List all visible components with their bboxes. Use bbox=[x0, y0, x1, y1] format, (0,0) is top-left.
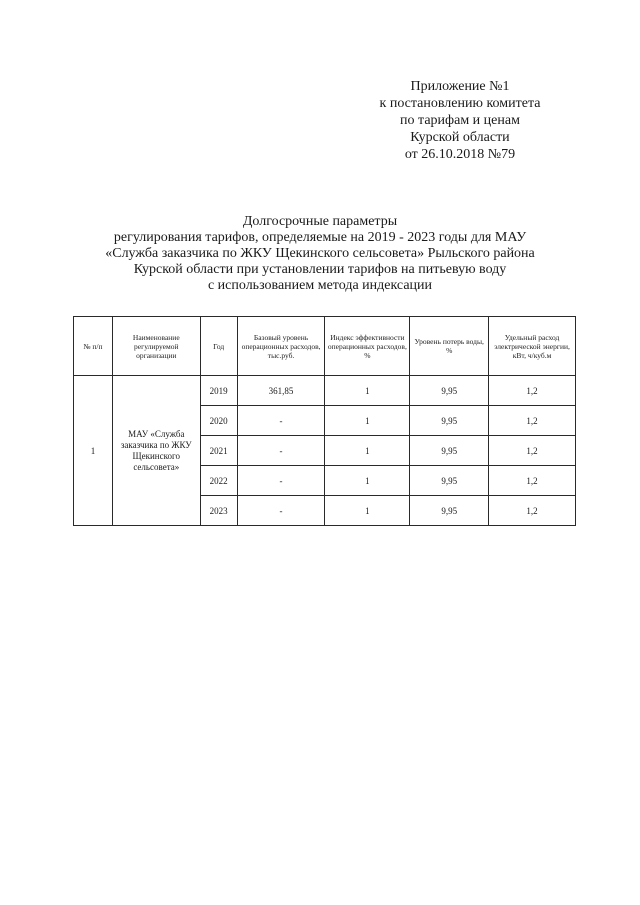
appendix-line: к постановлению комитета bbox=[379, 96, 541, 111]
heading-line: регулирования тарифов, определяемые на 2019 - 2023 годы для МАУ bbox=[113, 230, 527, 245]
heading-line: с использованием метода индексации bbox=[207, 278, 433, 293]
cell-energy-consumption: 1,2 bbox=[489, 436, 576, 466]
row-number: 1 bbox=[74, 376, 113, 526]
cell-water-loss: 9,95 bbox=[410, 406, 489, 436]
header-energy-consumption: Удельный расход электрической энергии, кВт, ч/куб.м bbox=[489, 317, 576, 376]
cell-energy-consumption: 1,2 bbox=[489, 496, 576, 526]
cell-year: 2023 bbox=[200, 496, 237, 526]
cell-base-costs: - bbox=[237, 406, 325, 436]
cell-energy-consumption: 1,2 bbox=[489, 406, 576, 436]
header-efficiency-index: Индекс эффективности операционных расходов, % bbox=[325, 317, 410, 376]
header-water-loss: Уровень потерь воды, % bbox=[410, 317, 489, 376]
cell-water-loss: 9,95 bbox=[410, 496, 489, 526]
appendix-line: Курской области bbox=[410, 130, 510, 145]
heading-line: «Служба заказчика по ЖКУ Щекинского сельсовета» Рыльского района bbox=[105, 246, 535, 261]
appendix-line: Приложение №1 bbox=[410, 79, 510, 94]
table-header-row bbox=[74, 317, 576, 376]
cell-efficiency-index: 1 bbox=[325, 466, 410, 496]
table-row bbox=[74, 376, 576, 406]
appendix-line: по тарифам и ценам bbox=[400, 113, 520, 128]
heading-line: Долгосрочные параметры bbox=[242, 214, 398, 229]
cell-efficiency-index: 1 bbox=[325, 496, 410, 526]
cell-base-costs: - bbox=[237, 466, 325, 496]
cell-efficiency-index: 1 bbox=[325, 376, 410, 406]
header-number: № п/п bbox=[74, 317, 113, 376]
parameters-table bbox=[73, 316, 576, 526]
cell-water-loss: 9,95 bbox=[410, 436, 489, 466]
cell-energy-consumption: 1,2 bbox=[489, 466, 576, 496]
cell-year: 2022 bbox=[200, 466, 237, 496]
organization-name: МАУ «Служба заказчика по ЖКУ Щекинского сельсовета» bbox=[112, 376, 200, 526]
cell-base-costs: - bbox=[237, 436, 325, 466]
document-heading bbox=[60, 214, 580, 294]
header-base-costs: Базовый уровень операционных расходов, тыс.руб. bbox=[237, 317, 325, 376]
cell-year: 2020 bbox=[200, 406, 237, 436]
cell-water-loss: 9,95 bbox=[410, 466, 489, 496]
cell-efficiency-index: 1 bbox=[325, 436, 410, 466]
heading-line: Курской области при установлении тарифов на питьевую воду bbox=[133, 262, 507, 277]
cell-water-loss: 9,95 bbox=[410, 376, 489, 406]
cell-efficiency-index: 1 bbox=[325, 406, 410, 436]
cell-energy-consumption: 1,2 bbox=[489, 376, 576, 406]
appendix-line: от 26.10.2018 №79 bbox=[404, 147, 516, 162]
cell-base-costs: - bbox=[237, 496, 325, 526]
cell-base-costs: 361,85 bbox=[237, 376, 325, 406]
cell-year: 2021 bbox=[200, 436, 237, 466]
header-organization: Наименование регулируемой организации bbox=[112, 317, 200, 376]
appendix-block bbox=[330, 78, 590, 163]
cell-year: 2019 bbox=[200, 376, 237, 406]
header-year: Год bbox=[200, 317, 237, 376]
